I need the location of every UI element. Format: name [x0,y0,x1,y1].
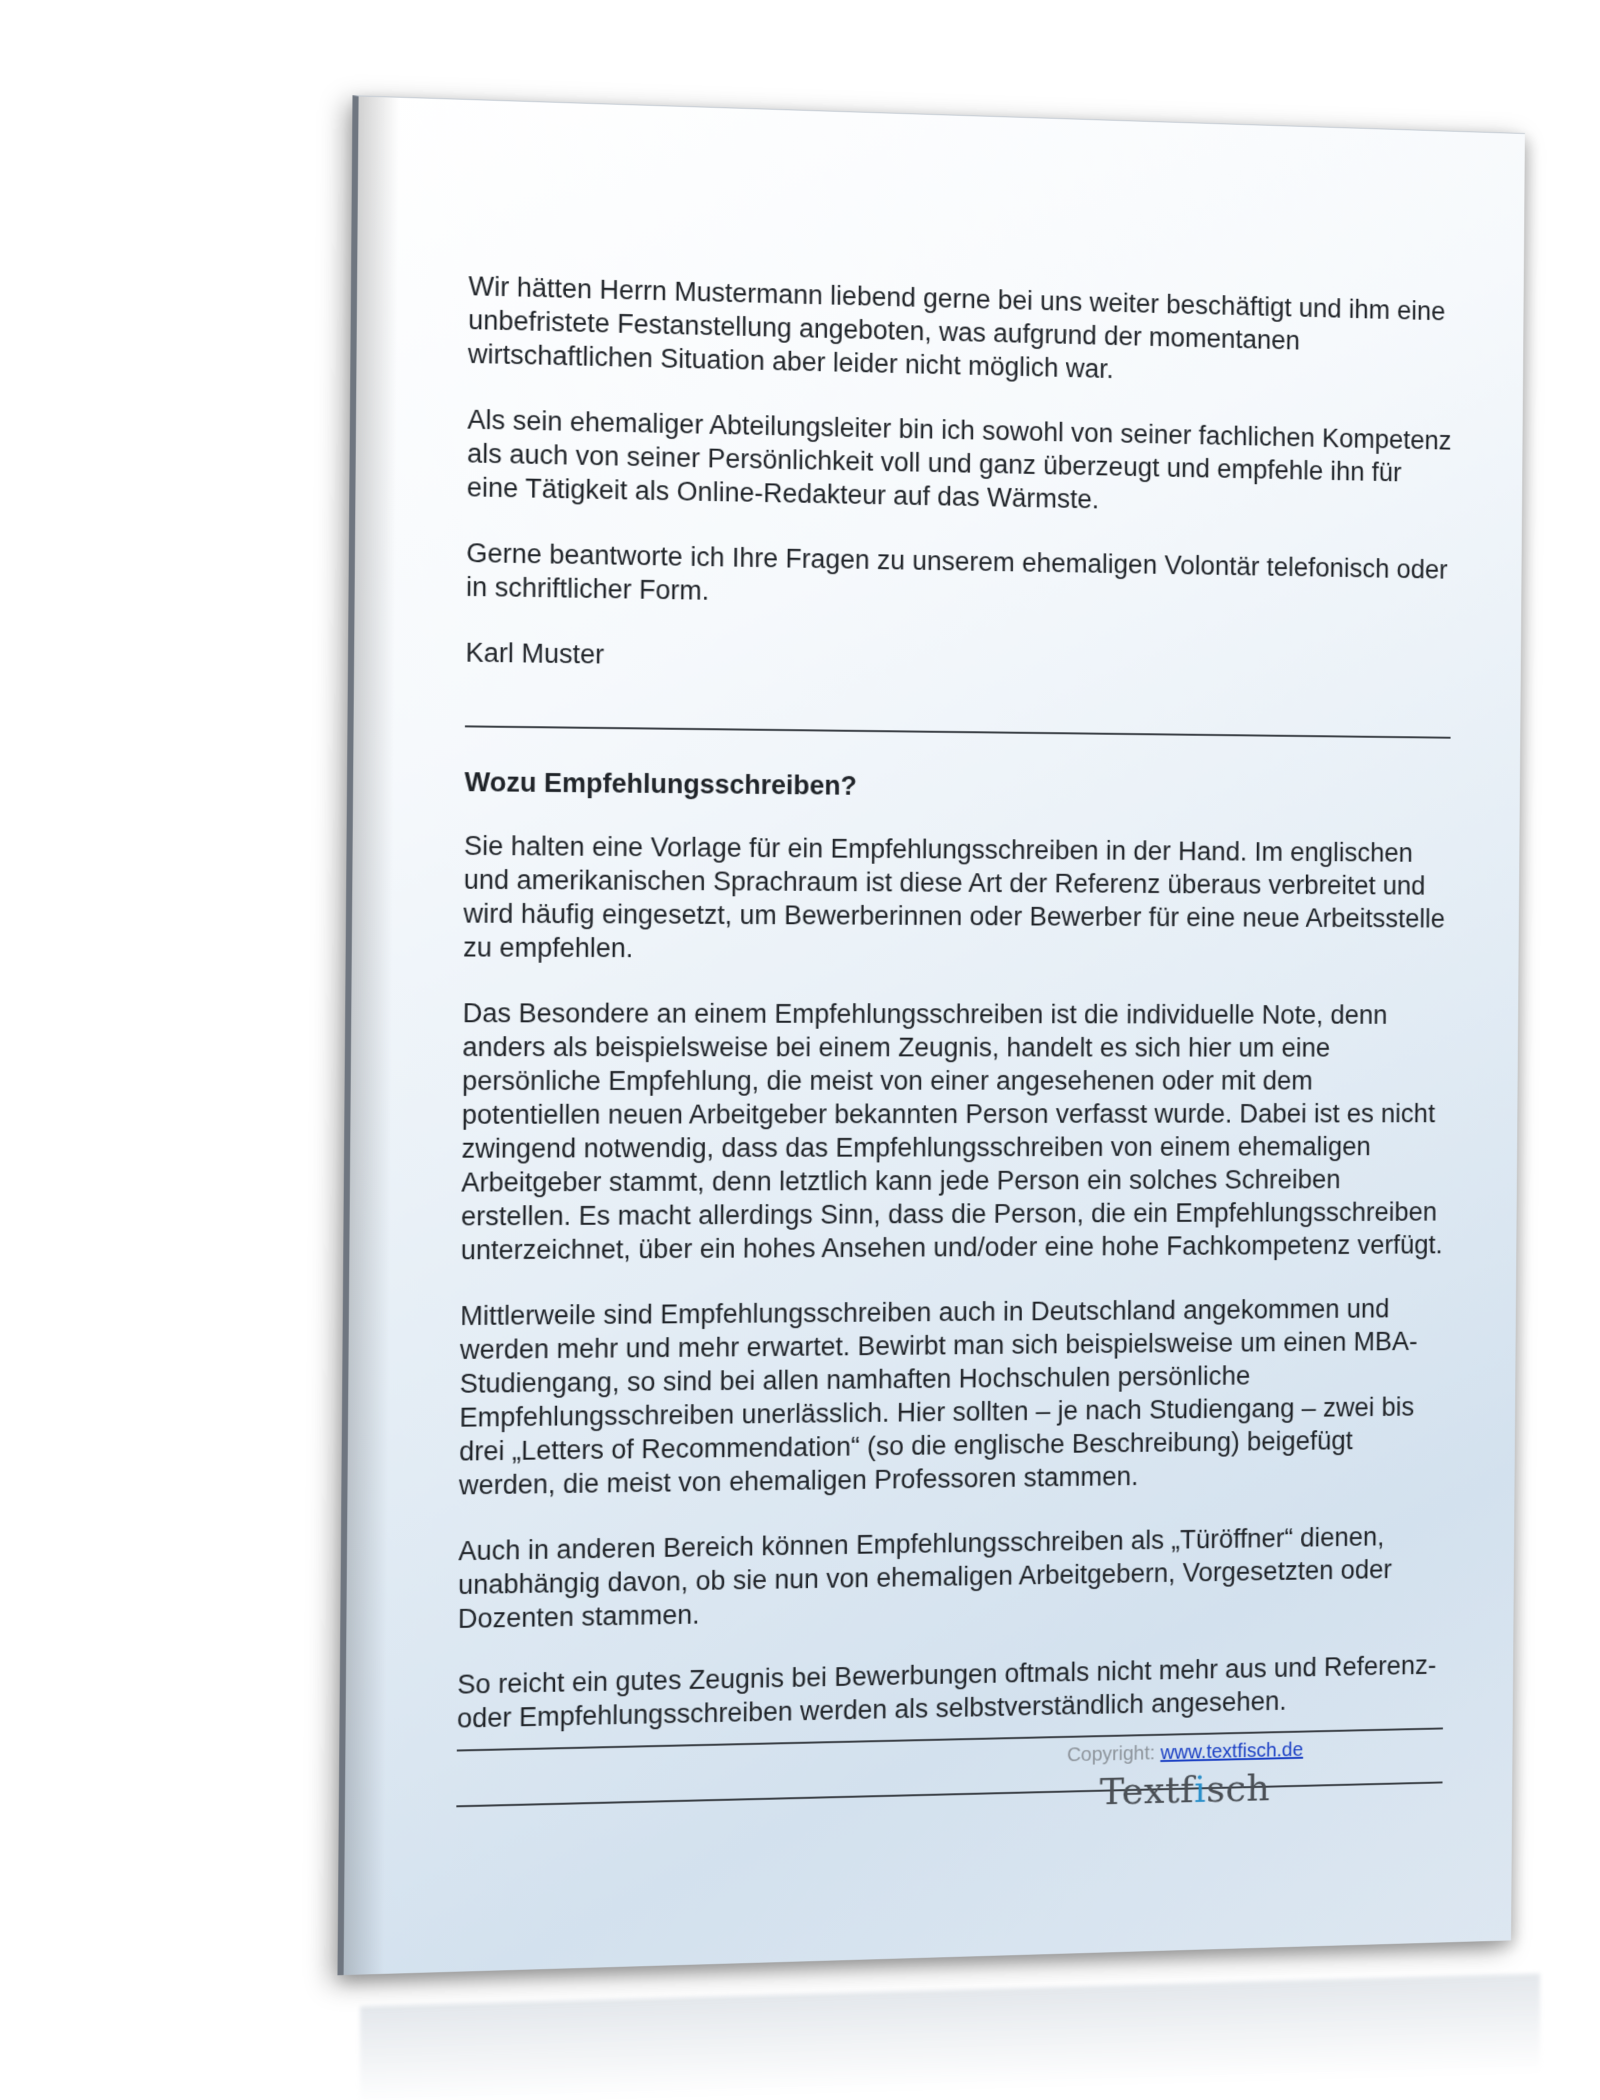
brand-text-end: sch [1206,1766,1271,1811]
section-heading: Wozu Empfehlungsschreiben? [464,767,857,801]
divider-top [465,725,1451,738]
copyright-link[interactable]: www.textfisch.de [1160,1739,1304,1764]
document-body [456,269,1454,1807]
copyright-label: Copyright: [1066,1742,1156,1767]
intro-paragraph-3: Gerne beantworte ich Ihre Fragen zu unserem ehemaligen Volontär telefonisch oder in schriftlicher Form. [465,538,1448,606]
section-paragraph-2: Das Besondere an einem Empfehlungsschreiben ist die individuelle Note, denn anders als beispielsweise bei einem Zeugnis, handelt es sich hier um eine persönliche Empfehlung, die meist von einer angesehenen oder mit dem potentiellen neuen Arbeitgeber bekannten Person verfasst wurde. Dabei ist es nicht zwingend notwendig, dass das Empfehlungsschreiben von einem ehemaligen Arbeitgeber stammt, denn letztlich kann jede Person ein solches Schreiben erstellen. Es macht allerdings Sinn, dass die Person, die ein Empfehlungsschreiben unterzeichnet, über ein hohes Ansehen und/oder eine hohe Fachkompetenz verfügt. [460,998,1443,1266]
brand-text-start: Textf [1099,1768,1195,1814]
intro-paragraph-2: Als sein ehemaliger Abteilungsleiter bin ich sowohl von seiner fachlichen Kompetenz als auch von seiner Persönlichkeit voll und ganz überzeugt und empfehle ihn für eine Tätigkeit als Online-Redakteur auf das Wärmste. [466,404,1452,515]
intro-paragraph-1: Wir hätten Herrn Mustermann liebend gerne bei uns weiter beschäftigt und ihm eine unbefristete Festanstellung angeboten, was aufgrund der momentanen wirtschaftlichen Situation aber leider nicht möglich war. [467,271,1446,384]
document-sheet [337,95,1524,1975]
section-paragraph-1: Sie halten eine Vorlage für ein Empfehlungsschreiben in der Hand. Im englischen und amerikanischen Sprachraum ist diese Art der Referenz überaus verbreitet und wird häufig eingesetzt, um Bewerberinnen oder Bewerber für eine neue Arbeitsstelle zu empfehlen. [463,830,1446,964]
sheet-reflection [360,1974,1540,2100]
section-paragraph-4: Auch in anderen Bereich können Empfehlungsschreiben als „Türöffner“ dienen, unabhängig davon, ob sie nun von ehemaligen Arbeitgebern, Vorgesetzten oder Dozenten stammen. [457,1522,1392,1634]
section-paragraph-3: Mittlerweile sind Empfehlungsschreiben auch in Deutschland angekommen und werden mehr und mehr erwartet. Bewirbt man sich beispielsweise um einen MBA-Studiengang, so sind bei allen namhaften Hochschulen persönliche Empfehlungsschreiben unerlässlich. Hier sollten – je nach Studiengang – zwei bis drei „Letters of Recommendation“ (so die englische Beschreibung) beigefügt werden, die meist von ehemaligen Professoren stammen. [458,1294,1418,1501]
footer-branding [1001,1738,1367,1816]
fish-logo-icon: i [1194,1767,1207,1811]
textfisch-logo [1001,1764,1367,1816]
signature-name: Karl Muster [465,637,605,670]
section-paragraph-5: So reicht ein gutes Zeugnis bei Bewerbungen oftmals nicht mehr aus und Referenz- oder Empfehlungsschreiben werden als selbstverständlich angesehen. [456,1650,1437,1734]
